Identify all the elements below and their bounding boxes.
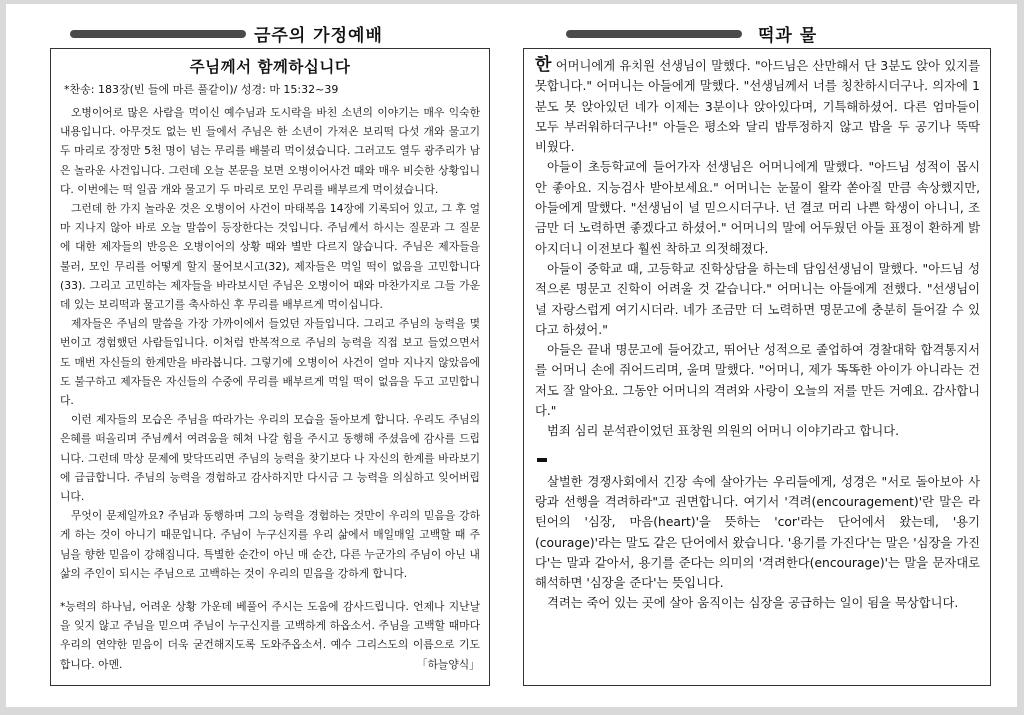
left-header-title: 금주의 가정예배 xyxy=(254,26,383,46)
source-credit: 「하늘양식」 xyxy=(416,657,480,671)
story-paragraph xyxy=(535,55,980,157)
sermon-paragraph: 무엇이 문제일까요? 주님과 동행하며 그의 능력을 경험하는 것만이 우리의 믿음을 강하게 하는 것이 아니기 때문입니다. 주님이 누구신지를 우리 삶에서 매일매일 고백할 때 주님을 향한 믿음이 강해집니다. 특별한 순간이 아닌 매 순간, 다른 누군가의 주님이 아닌 내 삶의 주인이 되시는 주님으로 고백하는 것이 우리의 믿음을 강하게 합니다. xyxy=(60,509,480,580)
story-paragraph: 아들은 끝내 명문고에 들어갔고, 뛰어난 성적으로 졸업하여 경찰대학 합격통지서를 어머니 손에 쥐어드리며, 울며 말했다. "어머니, 제가 똑똑한 아이가 아니라는 건 저도 잘 알아요. 그동안 어머니의 격려와 사랑이 오늘의 저를 만든 거예요. 감사합니다." xyxy=(535,343,980,419)
left-header-bar xyxy=(70,30,246,38)
section-divider-mark xyxy=(537,458,547,462)
bulletin-sheet xyxy=(6,4,1017,707)
story-paragraph-text: 어머니에게 유치원 선생님이 말했다. "아드님은 산만해서 단 3분도 앉아 있지를 못합니다." 어머니는 아들에게 말했다. "선생님께서 너를 칭찬하시더구나. 의자에 1분도 못 앉아있던 네가 이제는 3분이나 앉아있다며, 기특해하셨어. 다른 엄마들이 모두 부러워하더구나!" 아들은 평소와 달리 밥투정하지 않고 밥을 두 공기나 뚝딱 비웠다. xyxy=(535,59,980,155)
right-header-bar xyxy=(566,30,742,38)
sermon-title: 주님께서 함께하십니다 xyxy=(189,58,351,76)
sermon-paragraph: 그런데 한 가지 놀라운 것은 오병이어 사건이 마태복음 14장에 기록되어 있고, 그 후 얼마 지나지 않아 바로 오늘 말씀이 등장한다는 것입니다. 주님께서 하시는 질문과 그 질문에 대한 제자들의 반응은 오병이어의 상황 때와 별반 다르지 않습니다. 주님은 제자들을 불러, 모인 무리를 어떻게 할지 물어보시고(32), 제자들은 먹일 떡이 없음을 고민합니다(33). 그리고 고민하는 제자들을 바라보시던 주님은 오병이어 때와 마찬가지로 그들 가운데 있는 보리떡과 물고기를 축사하신 후 무리를 배부르게 먹이십니다. xyxy=(60,202,480,312)
reflection-paragraph: 살벌한 경쟁사회에서 긴장 속에 살아가는 우리들에게, 성경은 "서로 돌아보아 사랑과 선행을 격려하라"고 권면합니다. 여기서 '격려(encouragement)'란 말은 라틴어의 '심장, 마음(heart)'을 뜻하는 'cor'라는 단어에서 왔는데, '용기(courage)'라는 말도 같은 단어에서 왔습니다. '용기를 가진다'는 말은 '심장을 가진다'는 말과 같아서, 용기를 준다는 의미의 '격려한다(encourage)'는 말을 문자대로 해석하면 '심장을 준다'는 뜻입니다. xyxy=(535,474,980,591)
sermon-paragraph: 제자들은 주님의 말씀을 가장 가까이에서 들었던 자들입니다. 그리고 주님의 능력을 몇 번이고 경험했던 사람들입니다. 이처럼 반복적으로 주님의 능력을 직접 보고 들었으면서도 매번 자신들의 한계만을 바라봅니다. 그렇기에 오병이어 사건이 얼마 지나지 않았음에도 불구하고 제자들은 자신들의 수중에 무리를 배부르게 먹일 떡이 없음을 두고 고민합니다. xyxy=(60,317,480,408)
hymn-scripture-reference: *찬송: 183장(빈 들에 마른 풀같이)/ 성경: 마 15:32~39 xyxy=(64,83,339,96)
prayer-paragraph xyxy=(60,597,480,674)
story-paragraph: 범죄 심리 분석관이었던 표창원 의원의 어머니 이야기라고 합니다. xyxy=(547,424,899,439)
right-header-title: 떡과 물 xyxy=(758,26,818,46)
drop-cap: 한 xyxy=(535,55,552,75)
story-paragraph: 아들이 중학교 때, 고등학교 진학상담을 하는데 담임선생님이 말했다. "아드님 성적으론 명문고 진학이 어려울 것 같습니다." 어머니는 아들에게 전했다. "선생님이 널 자랑스럽게 여기시더라. 네가 조금만 더 노력하면 명문고에 충분히 들어갈 수 있다고 하셨어." xyxy=(535,261,980,337)
prayer-text: *능력의 하나님, 어려운 상황 가운데 베풀어 주시는 도움에 감사드립니다. 언제나 지난날을 잊지 않고 주님을 믿으며 주님이 누구신지를 고백하게 하옵소서. 주님을 고백할 때마다 우리의 연약한 믿음이 더욱 굳건해지도록 도와주옵소서. 예수 그리스도의 이름으로 기도합니다. 아멘. xyxy=(60,600,480,671)
family-worship-box xyxy=(50,48,490,686)
sermon-paragraph: 오병이어로 많은 사람을 먹이신 예수님과 도시락을 바친 소년의 이야기는 매우 익숙한 내용입니다. 아무것도 없는 빈 들에서 주님은 한 소년이 가져온 보리떡 다섯 개와 물고기 두 마리로 장정만 5천 명이 넘는 무리를 배불리 먹이셨습니다. 그러고도 열두 광주리가 남은 놀라운 사건입니다. 그런데 오늘 본문을 보면 오병이어사건 때와 매우 비슷한 상황입니다. 이번에는 떡 일곱 개와 물고기 두 마리로 모인 무리를 배부르게 먹이셨습니다. xyxy=(60,106,480,196)
bread-and-water-box xyxy=(523,48,991,686)
sermon-paragraph: 이런 제자들의 모습은 주님을 따라가는 우리의 모습을 돌아보게 합니다. 우리도 주님의 은혜를 떠올리며 주님께서 여려움을 헤쳐 나갈 힘을 주시고 동행해 주셨음에 감사를 드립니다. 그런데 막상 문제에 맞닥뜨리면 주님의 능력을 찾기보다 나 자신의 한계를 바라보기에 급급합니다. 주님의 능력을 경험하고 감사하지만 다시금 그 능력을 의심하고 잊어버립니다. xyxy=(60,413,480,504)
story-paragraph: 아들이 초등학교에 들어가자 선생님은 어머니에게 말했다. "아드님 성적이 몹시 안 좋아요. 지능검사 받아보세요." 어머니는 눈물이 왈칵 쏟아질 만큼 속상했지만, 아들에게 말했다. "선생님이 널 믿으시더구나. 넌 결코 머리 나쁜 학생이 아니니, 조금만 더 노력하면 좋겠다고 하셨어." 어머니의 말에 어두웠던 아들 표정이 환하게 밝아지더니 이전보다 훨씬 착하고 의젓해졌다. xyxy=(535,160,980,256)
reflection-paragraph: 격려는 죽어 있는 곳에 살아 움직이는 심장을 공급하는 일이 됨을 묵상합니다. xyxy=(547,596,959,611)
